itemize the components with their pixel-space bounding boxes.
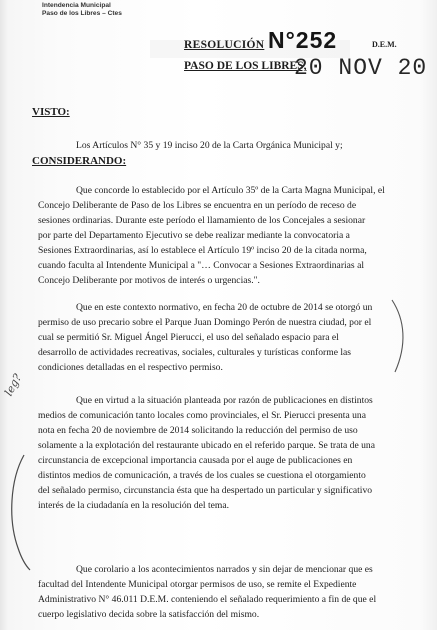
text-line: permiso de uso precario sobre el Parque Juan Domingo Perón de nuestra ciudad, por el xyxy=(38,317,372,328)
text-line: nota en fecha 20 de noviembre de 2014 solicitando la reducción del permiso de uso xyxy=(38,425,358,436)
visto-heading: VISTO: xyxy=(32,106,70,118)
text-line: Administrativo N° 46.011 D.E.M. conteniendo el señalado requerimiento a fin de que el xyxy=(38,594,377,605)
text-line: medios de comunicación tanto locales como provinciales, el Sr. Pierucci presenta una xyxy=(38,410,366,421)
date-stamp: 20 NOV 20 xyxy=(294,55,428,81)
text-line: facultad del Intendente Municipal otorgar permisos de uso, se remite el Expediente xyxy=(38,579,357,590)
visto-text: Los Artículos N° 35 y 19 inciso 20 de la Carta Orgánica Municipal y; xyxy=(76,140,343,151)
text-line: Que corolario a los acontecimientos narrados y sin dejar de mencionar que es xyxy=(76,564,373,575)
text-line: cuerpo legislativo decida sobre la satisfacción del mismo. xyxy=(38,609,260,620)
resolution-number: N°252 xyxy=(268,27,338,53)
considerando-heading: CONSIDERANDO: xyxy=(32,155,127,167)
text-line: circunstancia de excepcional importancia causada por el auge de publicaciones en xyxy=(38,455,353,466)
text-line: solamente a la explotación del restaurante ubicado en el referido parque. Se trata de una xyxy=(38,440,375,451)
text-line: Sesiones Extraordinarias, así lo establece el Artículo 19º inciso 20 de la citada norma, xyxy=(38,245,367,256)
resolution-suffix: D.E.M. xyxy=(372,40,397,49)
letterhead-line-2: Paso de los Libres – Ctes xyxy=(42,10,122,17)
handwritten-margin-note: leg? xyxy=(2,371,25,399)
text-line: del señalado permiso, circunstancia ésta que ha despertado un particular y significativo xyxy=(38,485,373,496)
resolution-label: RESOLUCIÓN xyxy=(184,39,265,51)
text-line: condiciones detalladas en el respectivo permiso. xyxy=(38,362,223,373)
letterhead-line-1: Intendencia Municipal xyxy=(42,2,111,9)
text-line: cual se permitió Sr. Miguel Ángel Pierucci, el uso del señalado espacio para el xyxy=(38,332,339,343)
text-line: desarrollo de actividades recreativas, sociales, culturales y turísticas conforme las xyxy=(38,347,352,358)
text-line: Que en este contexto normativo, en fecha 20 de octubre de 2014 se otorgó un xyxy=(76,302,373,313)
text-line: sesiones ordinarias. Durante este período el llamamiento de los Concejales a sesionar xyxy=(38,215,366,226)
text-line: Que en virtud a la situación planteada por razón de publicaciones en distintos xyxy=(76,395,373,406)
text-line: distintos medios de comunicación, a través de los cuales se cuestiona el otorgamiento xyxy=(38,470,366,481)
text-line: Concejo Deliberante de Paso de los Libres se encuentra en un período de receso de xyxy=(38,200,357,211)
place-line: PASO DE LOS LIBRES, xyxy=(184,60,307,72)
text-line: Que concorde lo establecido por el Artículo 35º de la Carta Magna Municipal, el xyxy=(76,185,385,196)
margin-bracket-stroke xyxy=(12,455,30,570)
text-line: cuando faculta al Intendente Municipal a "… Convocar a Sesiones Extraordinarias al xyxy=(38,260,364,271)
margin-curve-stroke xyxy=(392,300,403,372)
text-line: por parte del Departamento Ejecutivo se debe realizar mediante la convocatoria a xyxy=(38,230,350,241)
text-line: interés de la ciudadanía en la resolución del tema. xyxy=(38,500,229,511)
text-line: Concejo Deliberante por motivos de interés o urgencias.". xyxy=(38,275,260,286)
